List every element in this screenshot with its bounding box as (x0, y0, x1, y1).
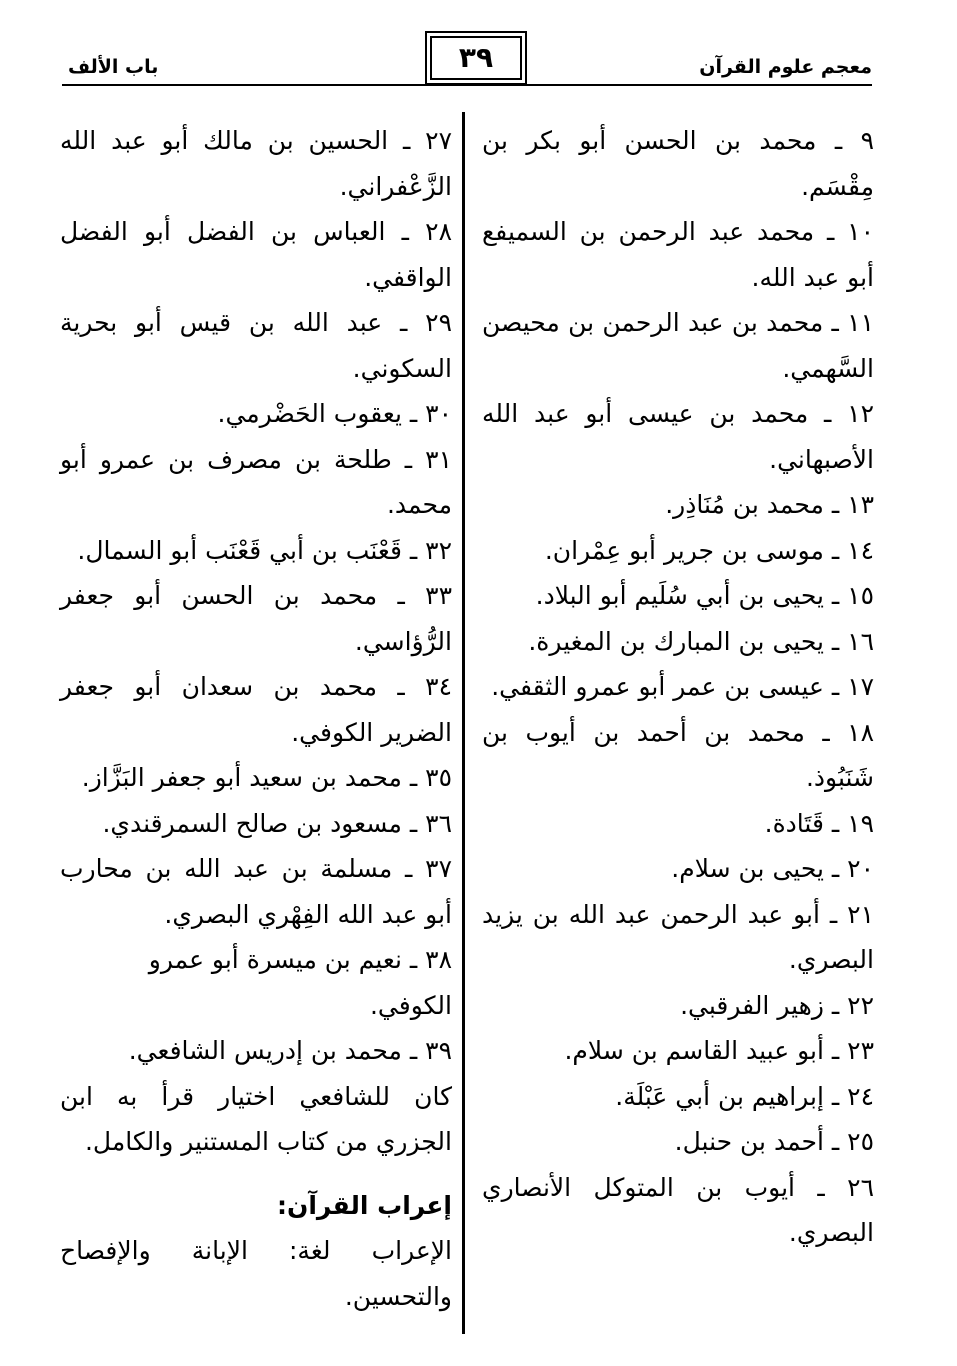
list-item: ١٠ ـ محمد عبد الرحمن بن السميفع أبو عبد الله. (482, 217, 874, 292)
list-item: ٣٦ ـ مسعود بن صالح السمرقندي. (102, 808, 452, 838)
list-item: ٢٤ ـ إبراهيم بن أبي عَبْلَة. (615, 1081, 874, 1111)
list-item: ٣٢ ـ قَعْنَب بن أبي قَعْنَب أبو السمال. (77, 535, 452, 565)
list-item: ٢٧ ـ الحسين بن مالك أبو عبد الله الزَّعْفراني. (60, 126, 452, 201)
list-item: ١٣ ـ محمد بن مُنَاذِر. (665, 490, 874, 519)
list-item: ١٧ ـ عيسى بن عمر أبو عمرو الثقفي. (491, 672, 874, 701)
book-title: معجم علوم القرآن (699, 56, 872, 78)
list-item: ١٥ ـ يحيى بن أبي سُلَيم أبو البلاد. (535, 581, 874, 610)
list-item: ٢٠ ـ يحيى بن سلام. (671, 854, 874, 883)
note-paragraph: كان للشافعي اختيار قرأ به ابن الجزري من كتاب المستنير والكامل. (60, 1081, 452, 1156)
list-item: ٣١ ـ طلحة بن مصرف بن عمرو أبو محمد. (60, 444, 452, 519)
list-item: ٣٩ ـ محمد بن إدريس الشافعي. (128, 1036, 452, 1065)
list-item: ٢٦ ـ أيوب بن المتوكل الأنصاري البصري. (482, 1172, 874, 1247)
list-item: ١٩ ـ قَتَادة. (764, 808, 874, 838)
list-item: ٢٨ ـ العباس بن الفضل أبو الفضل الواقفي. (60, 217, 452, 292)
list-item: ٩ ـ محمد بن الحسن أبو بكر بن مِقْسَم. (482, 126, 874, 201)
list-item: ٣٨ ـ نعيم بن ميسرة أبو عمرو الكوفي. (148, 945, 452, 1020)
list-item: ٢١ ـ أبو عبد الرحمن عبد الله بن يزيد البصري. (482, 899, 874, 974)
list-item: ٢٣ ـ أبو عبيد القاسم بن سلام. (564, 1036, 874, 1065)
section-text: الإعراب لغة: الإبانة والإفصاح والتحسين. (60, 1236, 452, 1311)
chapter-title: باب الألف (68, 56, 159, 78)
left-column (60, 118, 452, 1319)
column-divider (462, 112, 465, 1334)
list-item: ٢٩ ـ عبد الله بن قيس أبو بحرية السكوني. (60, 308, 452, 383)
list-item: ٣٠ ـ يعقوب الحَضْرمي. (217, 399, 452, 428)
list-item: ٣٣ ـ محمد بن الحسن أبو جعفر الرُّؤاسي. (60, 581, 452, 656)
list-item: ١٦ ـ يحيى بن المبارك بن المغيرة. (528, 626, 874, 656)
page-number: ٣٩ (430, 36, 522, 80)
list-item: ١١ ـ محمد بن عبد الرحمن بن محيصن السَّهمي. (482, 308, 874, 383)
section-heading: إعراب القرآن: (277, 1190, 452, 1220)
list-item: ١٢ ـ محمد بن عيسى أبو عبد الله الأصبهاني. (482, 399, 874, 474)
right-column (482, 118, 874, 1256)
list-item: ٣٥ ـ محمد بن سعيد أبو جعفر البَزَّاز. (81, 763, 452, 792)
list-item: ٢٥ ـ أحمد بن حنبل. (674, 1127, 874, 1156)
page-header (62, 36, 872, 88)
list-item: ١٨ ـ محمد بن أحمد بن أيوب بن شَنَبُوذ. (482, 717, 874, 792)
list-item: ٣٧ ـ مسلمة بن عبد الله بن محارب أبو عبد الله الفِهْري البصري. (60, 854, 452, 929)
header-rule (62, 84, 872, 86)
list-item: ٢٢ ـ زهير الفرقبي. (680, 990, 874, 1020)
list-item: ٣٤ ـ محمد بن سعدان أبو جعفر الضرير الكوفي. (60, 672, 452, 747)
list-item: ١٤ ـ موسى بن جرير أبو عِمْران. (544, 535, 874, 565)
